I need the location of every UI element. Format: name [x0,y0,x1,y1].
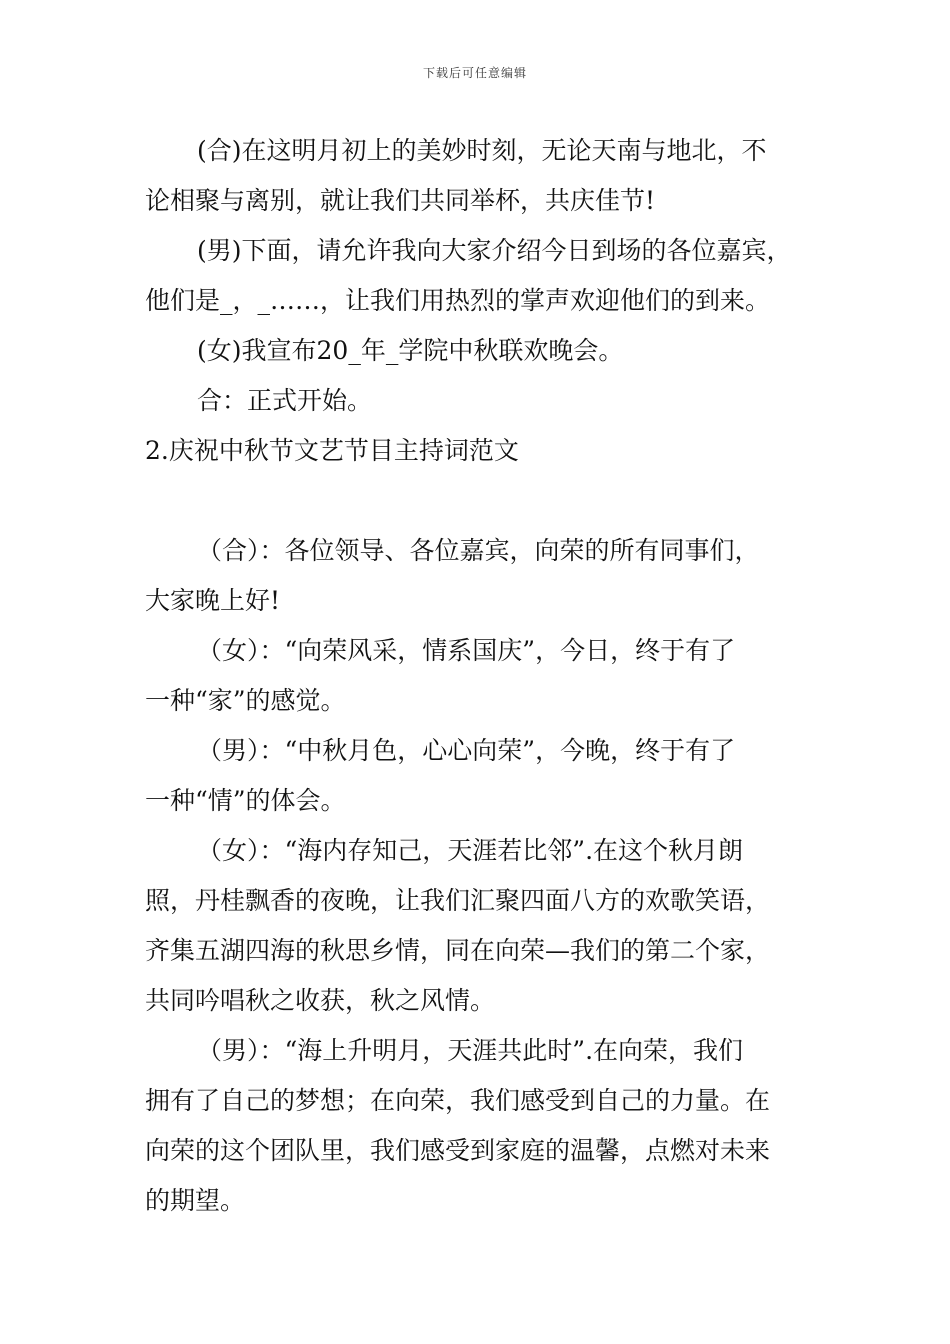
text-line: 合：正式开始。 [197,386,373,415]
paragraph-female-1 [145,626,815,726]
text-line: 齐集五湖四海的秋思乡情，同在向荣—我们的第二个家， [145,936,771,965]
paragraph-greeting [145,526,815,626]
paragraph-female-2 [145,826,815,1026]
paragraph-guests [145,226,815,326]
text-line: (男)下面，请允许我向大家介绍今日到场的各位嘉宾， [197,236,792,265]
paragraph-start [145,376,815,426]
text-line: （合）：各位领导、各位嘉宾，向荣的所有同事们， [197,536,760,565]
blank-space [145,476,815,526]
text-line: (女)我宣布20_年_学院中秋联欢晚会。 [197,336,624,365]
text-line: （女）：“海内存知己，天涯若比邻”.在这个秋月朗 [197,836,744,865]
text-line: 拥有了自己的梦想；在向荣，我们感受到自己的力量。在 [145,1086,771,1115]
paragraph-toast [145,126,815,226]
page-header: 下载后可任意编辑 [422,66,527,80]
section-heading: 2.庆祝中秋节文艺节目主持词范文 [145,436,519,465]
text-line: 大家晚上好! [145,586,281,615]
text-line: 他们是_，_……，让我们用热烈的掌声欢迎他们的到来。 [145,286,771,315]
text-line: 照，丹桂飘香的夜晚，让我们汇聚四面八方的欢歌笑语， [145,886,771,915]
paragraph-male-2 [145,1026,815,1226]
text-line: 向荣的这个团队里，我们感受到家庭的温馨，点燃对未来 [145,1136,771,1165]
text-line: 的期望。 [145,1186,246,1215]
text-line: 一种“家”的感觉。 [145,686,346,715]
text-line: （男）：“中秋月色，心心向荣”，今晚，终于有了 [197,736,736,765]
document-body [145,126,815,1226]
text-line: 一种“情”的体会。 [145,786,346,815]
text-line: （女）：“向荣风采，情系国庆”，今日，终于有了 [197,636,736,665]
text-line: （男）：“海上升明月，天涯共此时”.在向荣，我们 [197,1036,744,1065]
text-line: 共同吟唱秋之收获，秋之风情。 [145,986,496,1015]
text-line: (合)在这明月初上的美妙时刻，无论天南与地北，不 [197,136,767,165]
text-line: 论相聚与离别，就让我们共同举杯，共庆佳节! [145,186,656,215]
paragraph-announce [145,326,815,376]
paragraph-male-1 [145,726,815,826]
